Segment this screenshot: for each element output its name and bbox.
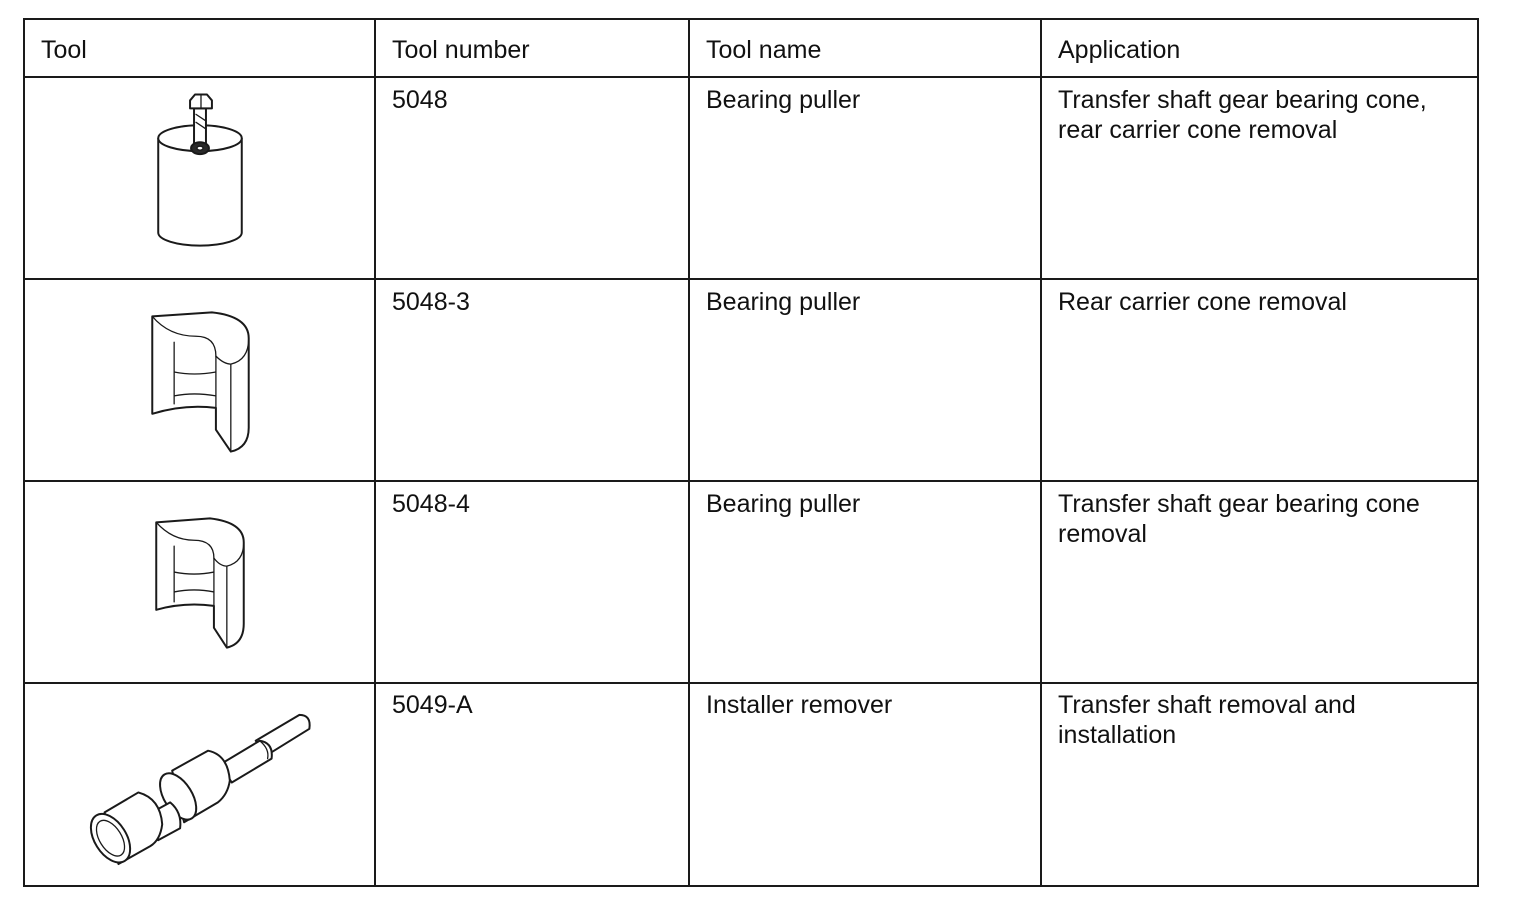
tool-name-cell xyxy=(689,77,1041,279)
tool-number: 5048-4 xyxy=(392,490,470,518)
bearing-puller-cylinder-icon xyxy=(25,78,374,278)
application-text: Transfer shaft gear bearing cone removal xyxy=(1058,490,1420,548)
application-text: Transfer shaft removal and installation xyxy=(1058,691,1356,749)
application-cell xyxy=(1041,683,1478,886)
header-tool-number: Tool number xyxy=(375,19,689,77)
bearing-puller-half-shell-icon xyxy=(25,482,374,682)
table-row xyxy=(24,481,1478,683)
tool-name: Bearing puller xyxy=(706,288,861,316)
table-header-row xyxy=(24,19,1478,77)
tool-name: Installer remover xyxy=(706,691,893,719)
header-application: Application xyxy=(1041,19,1478,77)
tool-name-cell xyxy=(689,481,1041,683)
header-tool-name: Tool name xyxy=(689,19,1041,77)
tool-number: 5048-3 xyxy=(392,288,470,316)
bearing-puller-half-shell-icon xyxy=(25,280,374,480)
tool-number-cell xyxy=(375,279,689,481)
table-row xyxy=(24,279,1478,481)
tool-name-cell xyxy=(689,683,1041,886)
tool-picture-cell xyxy=(24,77,375,279)
application-text: Transfer shaft gear bearing cone, rear carrier cone removal xyxy=(1058,86,1427,144)
special-tools-table xyxy=(23,18,1479,887)
table-row xyxy=(24,683,1478,886)
tool-number-cell xyxy=(375,683,689,886)
installer-remover-shaft-icon xyxy=(25,684,374,885)
tool-picture-cell xyxy=(24,683,375,886)
tool-name: Bearing puller xyxy=(706,86,861,114)
table-row xyxy=(24,77,1478,279)
application-cell xyxy=(1041,77,1478,279)
tool-name: Bearing puller xyxy=(706,490,861,518)
tool-picture-cell xyxy=(24,481,375,683)
tool-picture-cell xyxy=(24,279,375,481)
tool-number-cell xyxy=(375,481,689,683)
application-text: Rear carrier cone removal xyxy=(1058,288,1347,316)
application-cell xyxy=(1041,481,1478,683)
application-cell xyxy=(1041,279,1478,481)
tool-name-cell xyxy=(689,279,1041,481)
tool-number: 5049-A xyxy=(392,691,473,719)
tool-number: 5048 xyxy=(392,86,448,114)
tool-number-cell xyxy=(375,77,689,279)
header-tool: Tool xyxy=(24,19,375,77)
